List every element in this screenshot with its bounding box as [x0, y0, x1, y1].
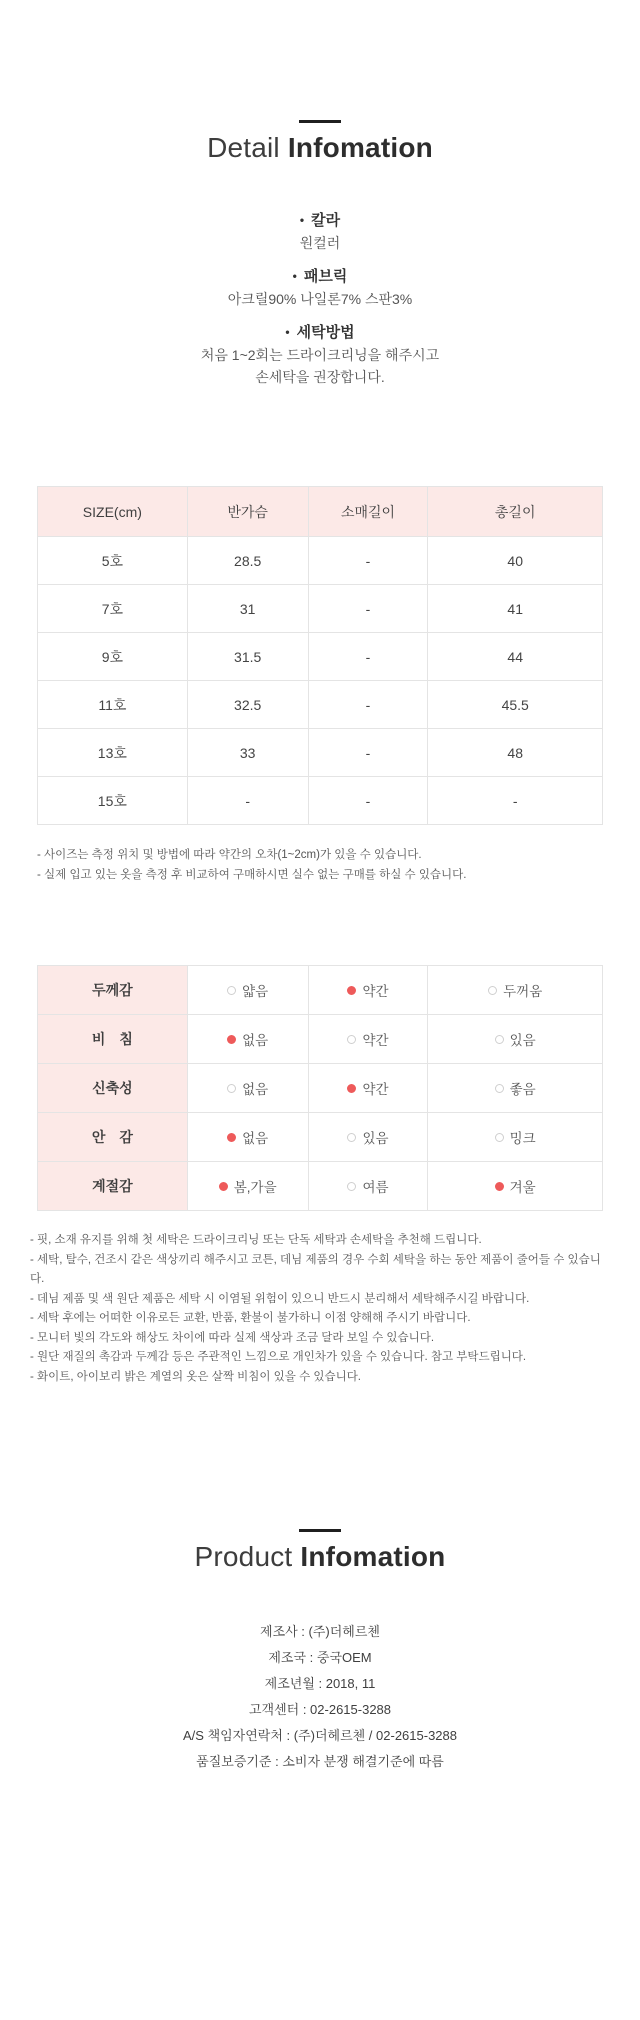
note-line: - 화이트, 아이보리 밝은 계열의 옷은 살짝 비침이 있을 수 있습니다. — [30, 1370, 362, 1383]
table-row — [38, 729, 603, 777]
spec-label — [0, 266, 640, 288]
size-cell: - — [308, 585, 428, 633]
product-info-country: 제조국 : 중국OEM — [268, 1650, 372, 1665]
size-cell: 45.5 — [428, 681, 603, 729]
attr-option-cell — [308, 1015, 428, 1064]
detail-section-rule — [299, 120, 341, 123]
attr-option-label: 없음 — [242, 1082, 269, 1097]
attr-option-cell — [308, 1162, 428, 1211]
note-line: - 사이즈는 측정 위치 및 방법에 따라 약간의 오차(1~2cm)가 있을 수 있습니다. — [37, 849, 422, 861]
size-table-header-cell: 총길이 — [428, 487, 603, 537]
attr-option-label: 없음 — [242, 1131, 269, 1146]
table-row — [38, 1064, 603, 1113]
attr-option — [309, 1127, 428, 1147]
size-cell: 7호 — [38, 585, 188, 633]
attr-option — [309, 980, 428, 1000]
attr-option-label: 여름 — [362, 1180, 389, 1195]
spec-label-text: 세탁방법 — [296, 324, 355, 341]
spec-fabric — [0, 266, 640, 310]
size-cell: 31.5 — [187, 633, 308, 681]
attr-option — [309, 1176, 428, 1196]
attr-label: 두께감 — [38, 966, 188, 1015]
attr-option-cell — [428, 1162, 603, 1211]
table-row — [38, 633, 603, 681]
attr-option-cell — [187, 1015, 308, 1064]
size-cell: 15호 — [38, 777, 188, 825]
spec-value: 원컬러 — [299, 235, 341, 251]
radio-icon — [227, 986, 236, 995]
size-cell: 44 — [428, 633, 603, 681]
size-cell: 5호 — [38, 537, 188, 585]
product-info-list — [0, 1619, 640, 1775]
product-info-manufacturer: 제조사 : (주)더헤르첸 — [260, 1624, 380, 1639]
attr-label: 안 감 — [38, 1113, 188, 1162]
attr-option — [428, 1176, 602, 1196]
table-row — [38, 681, 603, 729]
attr-option — [309, 1029, 428, 1049]
product-title-light: Product — [194, 1541, 293, 1572]
product-info-as-contact: A/S 책임자연락처 : (주)더헤르첸 / 02-2615-3288 — [183, 1728, 457, 1743]
size-cell: 9호 — [38, 633, 188, 681]
radio-icon — [488, 986, 497, 995]
radio-icon — [495, 1182, 504, 1191]
attr-option — [188, 1127, 308, 1147]
spec-value: 처음 1~2회는 드라이크리닝을 해주시고 — [200, 347, 440, 363]
attr-option-cell — [187, 1113, 308, 1162]
size-cell: - — [308, 681, 428, 729]
size-cell: 31 — [187, 585, 308, 633]
size-cell: 40 — [428, 537, 603, 585]
product-info-date: 제조년월 : 2018, 11 — [264, 1676, 376, 1691]
attr-label: 신축성 — [38, 1064, 188, 1113]
attr-option-cell — [428, 1015, 603, 1064]
attr-option — [188, 1176, 308, 1196]
attr-option-cell — [187, 1064, 308, 1113]
radio-icon — [227, 1084, 236, 1093]
attr-option — [428, 980, 602, 1000]
attr-option-label: 약간 — [362, 1033, 389, 1048]
attr-option-label: 있음 — [509, 1033, 536, 1048]
attr-option-label: 두꺼움 — [503, 984, 543, 999]
table-row — [38, 537, 603, 585]
attr-option-cell — [187, 966, 308, 1015]
size-table-header-cell: 반가슴 — [187, 487, 308, 537]
product-title-bold: Infomation — [300, 1541, 446, 1572]
size-cell: - — [308, 537, 428, 585]
product-detail-page — [0, 120, 640, 1775]
radio-icon — [495, 1084, 504, 1093]
note-line: - 데님 제품 및 색 원단 제품은 세탁 시 이염될 위험이 있으니 반드시 분리해서 세탁해주시길 바랍니다. — [30, 1292, 530, 1305]
attr-option-label: 겨울 — [509, 1180, 536, 1195]
product-section-rule — [299, 1529, 341, 1532]
size-table-header-row — [38, 487, 603, 537]
bullet-icon: • — [292, 269, 297, 283]
product-info-warranty: 품질보증기준 : 소비자 분쟁 해결기준에 따름 — [196, 1754, 444, 1769]
care-notes — [30, 1231, 610, 1387]
spec-list — [0, 210, 640, 388]
attr-option-label: 없음 — [242, 1033, 269, 1048]
size-table-header-cell: 소매길이 — [308, 487, 428, 537]
attr-option — [428, 1127, 602, 1147]
radio-icon — [227, 1035, 236, 1044]
attr-option-label: 약간 — [362, 984, 389, 999]
radio-icon — [227, 1133, 236, 1142]
attr-option-cell — [308, 966, 428, 1015]
size-cell: 11호 — [38, 681, 188, 729]
size-cell: 28.5 — [187, 537, 308, 585]
attr-option-cell — [187, 1162, 308, 1211]
size-cell: - — [187, 777, 308, 825]
attr-option — [188, 1078, 308, 1098]
bullet-icon: • — [299, 213, 305, 227]
spec-value: 아크릴90% 나일론7% 스판3% — [227, 291, 413, 307]
attr-option-cell — [428, 966, 603, 1015]
table-row — [38, 1162, 603, 1211]
size-cell: - — [428, 777, 603, 825]
attr-option — [309, 1078, 428, 1098]
radio-icon — [347, 986, 356, 995]
note-line: - 원단 재질의 촉감과 두께감 등은 주관적인 느낌으로 개인차가 있을 수 있습니다. 참고 부탁드립니다. — [30, 1351, 527, 1363]
spec-label-text: 패브릭 — [303, 268, 348, 285]
table-row — [38, 777, 603, 825]
size-cell: - — [308, 633, 428, 681]
size-cell: 32.5 — [187, 681, 308, 729]
table-row — [38, 966, 603, 1015]
table-row — [38, 1015, 603, 1064]
attr-option-cell — [308, 1064, 428, 1113]
spec-value: 손세탁을 권장합니다. — [255, 369, 385, 385]
attr-label: 계절감 — [38, 1162, 188, 1211]
size-cell: - — [308, 729, 428, 777]
spec-label — [0, 210, 640, 232]
product-info-customer-center: 고객센터 : 02-2615-3288 — [248, 1702, 392, 1717]
product-section-title — [0, 1541, 640, 1573]
attr-option-label: 얇음 — [242, 984, 269, 999]
note-line: - 세탁 후에는 어떠한 이유로든 교환, 반품, 환불이 불가하니 이점 양해해 주시기 바랍니다. — [30, 1312, 471, 1324]
attr-option-label: 좋음 — [509, 1082, 536, 1097]
attribute-table — [37, 965, 603, 1211]
spec-label — [0, 322, 640, 344]
table-row — [38, 1113, 603, 1162]
radio-icon — [347, 1035, 356, 1044]
bullet-icon: • — [285, 325, 290, 339]
spec-color — [0, 210, 640, 254]
attr-option — [188, 1029, 308, 1049]
detail-title-light: Detail — [207, 132, 280, 163]
note-line: - 핏, 소재 유지를 위해 첫 세탁은 드라이크리닝 또는 단독 세탁과 손세탁을 추천해 드립니다. — [30, 1234, 482, 1246]
size-cell: - — [308, 777, 428, 825]
attr-option-label: 밍크 — [509, 1131, 536, 1146]
note-line: - 세탁, 탈수, 건조시 같은 색상끼리 해주시고 코튼, 데님 제품의 경우 수회 세탁을 하는 동안 제품이 줄어들 수 있습니다. — [30, 1253, 601, 1285]
detail-title-bold: Infomation — [287, 132, 433, 163]
radio-icon — [219, 1182, 228, 1191]
detail-section-title — [0, 132, 640, 164]
spec-label-text: 칼라 — [311, 212, 341, 229]
attr-option-label: 약간 — [362, 1082, 389, 1097]
size-table-header-cell: SIZE(cm) — [38, 487, 188, 537]
attr-option-cell — [308, 1113, 428, 1162]
radio-icon — [347, 1182, 356, 1191]
attr-label: 비 침 — [38, 1015, 188, 1064]
note-line: - 실제 입고 있는 옷을 측정 후 비교하여 구매하시면 실수 없는 구매를 하실 수 있습니다. — [37, 869, 467, 881]
spec-washing — [0, 322, 640, 388]
attr-option-label: 있음 — [362, 1131, 389, 1146]
size-cell: 33 — [187, 729, 308, 777]
radio-icon — [347, 1133, 356, 1142]
attr-option-cell — [428, 1064, 603, 1113]
attr-option — [428, 1029, 602, 1049]
radio-icon — [495, 1035, 504, 1044]
attr-option-label: 봄,가을 — [233, 1180, 277, 1195]
attr-option — [428, 1078, 602, 1098]
size-table — [37, 486, 603, 825]
size-cell: 41 — [428, 585, 603, 633]
note-line: - 모니터 빛의 각도와 해상도 차이에 따라 실제 색상과 조금 달라 보일 수 있습니다. — [30, 1331, 435, 1344]
table-row — [38, 585, 603, 633]
radio-icon — [495, 1133, 504, 1142]
attr-option-cell — [428, 1113, 603, 1162]
size-notes — [37, 845, 603, 885]
attr-option — [188, 980, 308, 1000]
radio-icon — [347, 1084, 356, 1093]
size-cell: 48 — [428, 729, 603, 777]
size-cell: 13호 — [38, 729, 188, 777]
